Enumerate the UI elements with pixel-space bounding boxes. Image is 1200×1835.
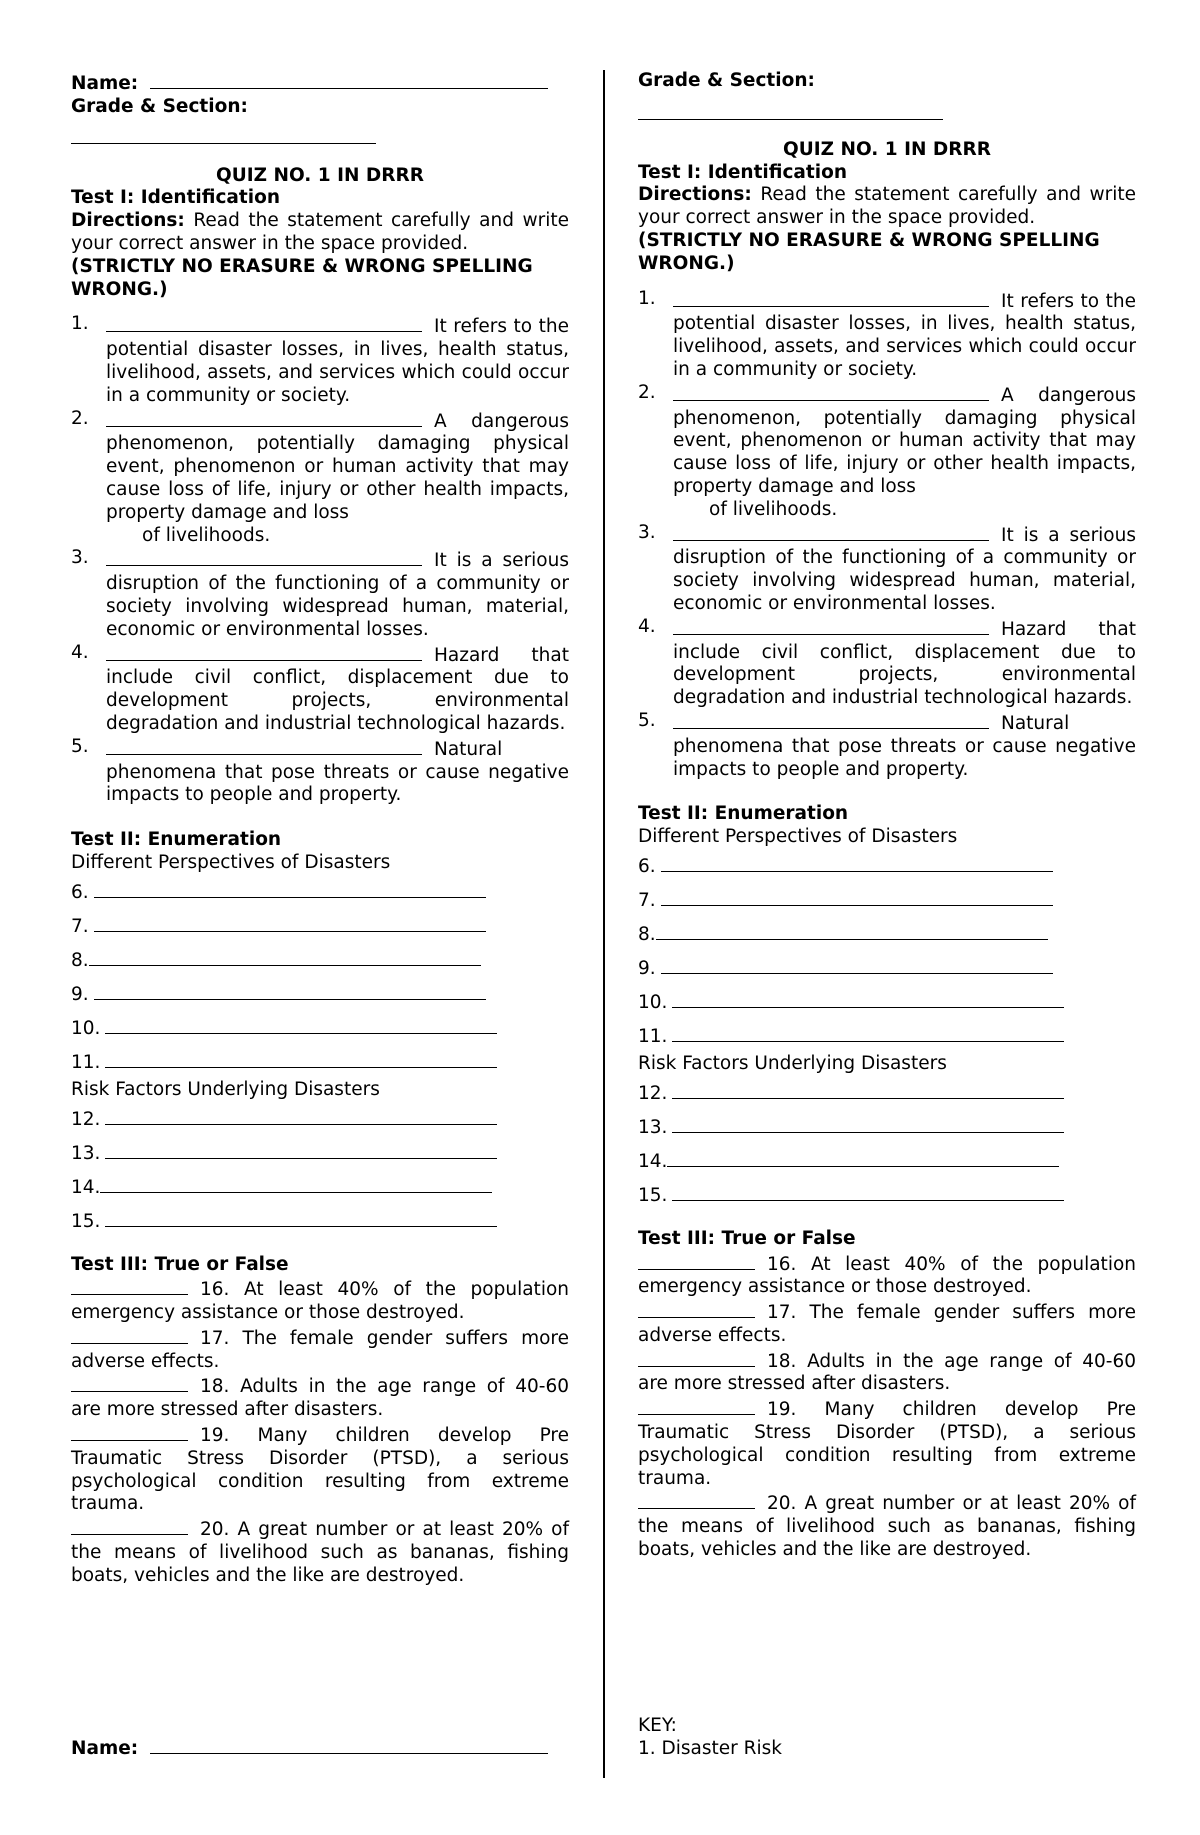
enum-blank[interactable]	[94, 909, 486, 932]
enum-line	[638, 1144, 1136, 1178]
item-number: 5.	[638, 709, 656, 731]
left-quiz-column	[71, 70, 569, 1588]
item-number: 2.	[71, 407, 89, 429]
right-quiz-column	[638, 70, 1136, 1562]
true-false-item	[71, 1276, 569, 1325]
true-false-item	[71, 1516, 569, 1587]
enum-line	[71, 1045, 569, 1079]
enum-blank[interactable]	[672, 1019, 1064, 1042]
true-false-item	[638, 1490, 1136, 1561]
test1-title: Test I: Identification	[638, 161, 847, 183]
identification-item	[638, 710, 1136, 781]
tf-text: 19. Many children develop Pre Traumatic Stress Disorder (PTSD), a serious psychological condition resulting from extreme trauma.	[71, 1425, 569, 1515]
true-false-item	[638, 1396, 1136, 1490]
enum-blank[interactable]	[672, 1110, 1064, 1133]
enum-number: 6.	[71, 881, 89, 903]
answer-blank[interactable]	[673, 288, 989, 307]
enum-number: 10.	[638, 991, 668, 1013]
enum-number: 13.	[71, 1142, 101, 1164]
true-false-item	[71, 1422, 569, 1516]
true-false-item	[71, 1373, 569, 1422]
identification-item	[71, 736, 569, 807]
enum-number: 10.	[71, 1017, 101, 1039]
tf-answer-blank[interactable]	[638, 1396, 755, 1415]
enum-number: 6.	[638, 855, 656, 877]
answer-blank[interactable]	[673, 382, 989, 401]
enum-blank[interactable]	[105, 1011, 497, 1034]
enum-line	[71, 1136, 569, 1170]
item-number: 1.	[638, 287, 656, 309]
enum-blank[interactable]	[105, 1136, 497, 1159]
enum-number: 15.	[638, 1184, 668, 1206]
tf-text: 19. Many children develop Pre Traumatic Stress Disorder (PTSD), a serious psychological condition resulting from extreme trauma.	[638, 1399, 1136, 1489]
enum-blank[interactable]	[661, 849, 1053, 872]
enum-line	[638, 1178, 1136, 1212]
enum-blank[interactable]	[105, 1102, 497, 1125]
directions	[71, 210, 569, 256]
tf-text: 16. At least 40% of the population emergency assistance or those destroyed.	[71, 1279, 569, 1324]
enum-blank[interactable]	[672, 1178, 1064, 1201]
bottom-name-blank[interactable]	[150, 1735, 548, 1754]
quiz-title: QUIZ NO. 1 IN DRRR	[783, 138, 991, 160]
test2-title: Test II: Enumeration	[638, 803, 849, 825]
column-divider	[603, 70, 605, 1778]
enum-blank[interactable]	[105, 1045, 497, 1068]
test3-title: Test III: True or False	[71, 1253, 289, 1275]
directions	[638, 184, 1136, 230]
perspectives-label: Different Perspectives of Disasters	[71, 851, 391, 873]
item-text: It refers to the potential disaster losses, in lives, health status, livelihood, assets, and services which could occur in a community or society.	[673, 290, 1136, 380]
tf-text: 18. Adults in the age range of 40-60 are more stressed after disasters.	[638, 1350, 1136, 1395]
grade-blank[interactable]	[71, 119, 376, 144]
test2-title: Test II: Enumeration	[71, 829, 282, 851]
identification-item	[71, 313, 569, 407]
enum-number: 15.	[71, 1210, 101, 1232]
enum-line	[638, 951, 1136, 985]
answer-blank[interactable]	[106, 736, 422, 755]
enum-blank[interactable]	[94, 875, 486, 898]
tf-answer-blank[interactable]	[638, 1299, 755, 1318]
item-number: 2.	[638, 381, 656, 403]
tf-answer-blank[interactable]	[638, 1348, 755, 1367]
warning-text: (STRICTLY NO ERASURE & WRONG SPELLING WRONG.)	[71, 255, 533, 300]
enum-line	[638, 849, 1136, 883]
enum-number: 9.	[71, 983, 89, 1005]
answer-blank[interactable]	[106, 547, 422, 566]
grade-blank-row	[71, 119, 569, 151]
directions-label: Directions:	[638, 184, 752, 206]
tf-text: 18. Adults in the age range of 40-60 are more stressed after disasters.	[71, 1376, 569, 1421]
enum-line	[71, 943, 569, 977]
enum-line	[71, 977, 569, 1011]
item-number: 5.	[71, 735, 89, 757]
test3-title: Test III: True or False	[638, 1227, 856, 1249]
enum-blank[interactable]	[672, 1076, 1064, 1099]
enum-number: 7.	[71, 915, 89, 937]
item-text: It is a serious disruption of the functioning of a community or society involving widespread human, material, economic or environmental losses.	[673, 524, 1136, 614]
key-label: KEY:	[638, 1715, 677, 1736]
enum-number: 9.	[638, 957, 656, 979]
identification-item	[638, 288, 1136, 382]
tf-answer-blank[interactable]	[71, 1325, 188, 1344]
item-text-tail: of livelihoods.	[142, 524, 271, 546]
enum-number: 13.	[638, 1116, 668, 1138]
grade-blank-row	[638, 93, 1136, 127]
answer-blank[interactable]	[106, 313, 422, 332]
answer-key	[638, 1715, 782, 1761]
item-text: A dangerous phenomenon, potentially damaging physical event, phenomenon or human activity that may cause loss of life, injury or other health impacts, property damage and loss	[106, 410, 569, 523]
enum-number: 14.	[638, 1150, 668, 1172]
true-false-item	[638, 1251, 1136, 1300]
item-text: Hazard that include civil conflict, displacement due to development projects, environmental degradation and industrial technological hazards.	[673, 618, 1136, 709]
grade-label: Grade & Section:	[71, 95, 248, 117]
enum-number: 8.	[71, 949, 89, 971]
warning-text: (STRICTLY NO ERASURE & WRONG SPELLING WRONG.)	[638, 229, 1100, 274]
tf-text: 17. The female gender suffers more adverse effects.	[71, 1327, 569, 1372]
answer-blank[interactable]	[673, 522, 989, 541]
enum-number: 8.	[638, 923, 656, 945]
true-false-item	[638, 1348, 1136, 1397]
answer-blank[interactable]	[106, 408, 422, 427]
enum-line	[71, 1204, 569, 1238]
enum-number: 12.	[638, 1082, 668, 1104]
item-text-tail: of livelihoods.	[709, 498, 838, 520]
tf-answer-blank[interactable]	[638, 1490, 755, 1509]
answer-blank[interactable]	[673, 616, 989, 635]
tf-answer-blank[interactable]	[71, 1516, 188, 1535]
item-number: 3.	[638, 521, 656, 543]
enum-blank[interactable]	[672, 985, 1064, 1008]
enum-line	[71, 909, 569, 943]
identification-item	[638, 616, 1136, 710]
enum-number: 11.	[638, 1025, 668, 1047]
answer-blank[interactable]	[106, 642, 422, 661]
enum-line	[71, 1170, 569, 1204]
enum-blank[interactable]	[656, 917, 1048, 940]
enum-line	[638, 917, 1136, 951]
tf-answer-blank[interactable]	[71, 1373, 188, 1392]
answer-blank[interactable]	[673, 710, 989, 729]
key-answer-1: 1. Disaster Risk	[638, 1737, 782, 1759]
directions-text: Read the statement carefully and write your correct answer in the space provided.	[638, 184, 1136, 229]
enum-blank[interactable]	[89, 943, 481, 966]
enum-number: 11.	[71, 1051, 101, 1073]
item-number: 4.	[638, 615, 656, 637]
grade-blank[interactable]	[638, 93, 943, 120]
tf-text: 16. At least 40% of the population emergency assistance or those destroyed.	[638, 1253, 1136, 1298]
enum-number: 12.	[71, 1108, 101, 1130]
tf-answer-blank[interactable]	[71, 1276, 188, 1295]
name-blank[interactable]	[150, 70, 548, 89]
enum-blank[interactable]	[105, 1204, 497, 1227]
bottom-name-line	[71, 1735, 548, 1761]
enum-blank[interactable]	[667, 1144, 1059, 1167]
bottom-name-label: Name:	[71, 1738, 139, 1759]
item-text: Natural phenomena that pose threats or cause negative impacts to people and property.	[673, 712, 1136, 780]
enum-line	[638, 883, 1136, 917]
enum-line	[71, 1102, 569, 1136]
test1-title: Test I: Identification	[71, 187, 280, 209]
grade-label: Grade & Section:	[638, 70, 815, 91]
tf-answer-blank[interactable]	[638, 1251, 755, 1270]
enum-number: 7.	[638, 889, 656, 911]
identification-item	[638, 382, 1136, 522]
item-number: 1.	[71, 313, 89, 335]
item-text: A dangerous phenomenon, potentially damaging physical event, phenomenon or human activity that may cause loss of life, injury or other health impacts, property damage and loss	[673, 384, 1136, 497]
identification-item	[71, 642, 569, 736]
tf-text: 20. A great number or at least 20% of the means of livelihood such as bananas, fishing boats, vehicles and the like are destroyed.	[638, 1493, 1136, 1561]
directions-label: Directions:	[71, 210, 185, 232]
enum-blank[interactable]	[661, 951, 1053, 974]
item-text: Natural phenomena that pose threats or cause negative impacts to people and property.	[106, 738, 569, 806]
enum-line	[638, 1076, 1136, 1110]
tf-answer-blank[interactable]	[71, 1422, 188, 1441]
risk-factors-label: Risk Factors Underlying Disasters	[71, 1078, 380, 1100]
true-false-item	[71, 1325, 569, 1374]
enum-number: 14.	[71, 1176, 101, 1198]
enum-blank[interactable]	[100, 1170, 492, 1193]
perspectives-label: Different Perspectives of Disasters	[638, 826, 958, 848]
enum-blank[interactable]	[661, 883, 1053, 906]
name-label: Name:	[71, 73, 139, 94]
tf-text: 17. The female gender suffers more adverse effects.	[638, 1302, 1136, 1346]
enum-line	[638, 1019, 1136, 1053]
identification-item	[71, 408, 569, 548]
enum-line	[71, 875, 569, 909]
item-number: 3.	[71, 547, 89, 569]
true-false-item	[638, 1299, 1136, 1348]
tf-text: 20. A great number or at least 20% of the means of livelihood such as bananas, fishing boats, vehicles and the like are destroyed.	[71, 1519, 569, 1586]
item-number: 4.	[71, 641, 89, 663]
identification-item	[638, 522, 1136, 616]
enum-blank[interactable]	[94, 977, 486, 1000]
enum-line	[638, 1110, 1136, 1144]
risk-factors-label: Risk Factors Underlying Disasters	[638, 1052, 947, 1074]
item-text: Hazard that include civil conflict, displacement due to development projects, environmental degradation and industrial technological hazards.	[106, 644, 569, 734]
identification-item	[71, 547, 569, 641]
item-text: It refers to the potential disaster losses, in lives, health status, livelihood, assets, and services which could occur in a community or society.	[106, 316, 569, 406]
enum-line	[638, 985, 1136, 1019]
enum-line	[71, 1011, 569, 1045]
quiz-title: QUIZ NO. 1 IN DRRR	[216, 164, 424, 186]
item-text: It is a serious disruption of the functioning of a community or society involving widespread human, material, economic or environmental losses.	[106, 550, 569, 640]
directions-text: Read the statement carefully and write your correct answer in the space provided.	[71, 210, 569, 254]
name-line	[71, 70, 569, 96]
